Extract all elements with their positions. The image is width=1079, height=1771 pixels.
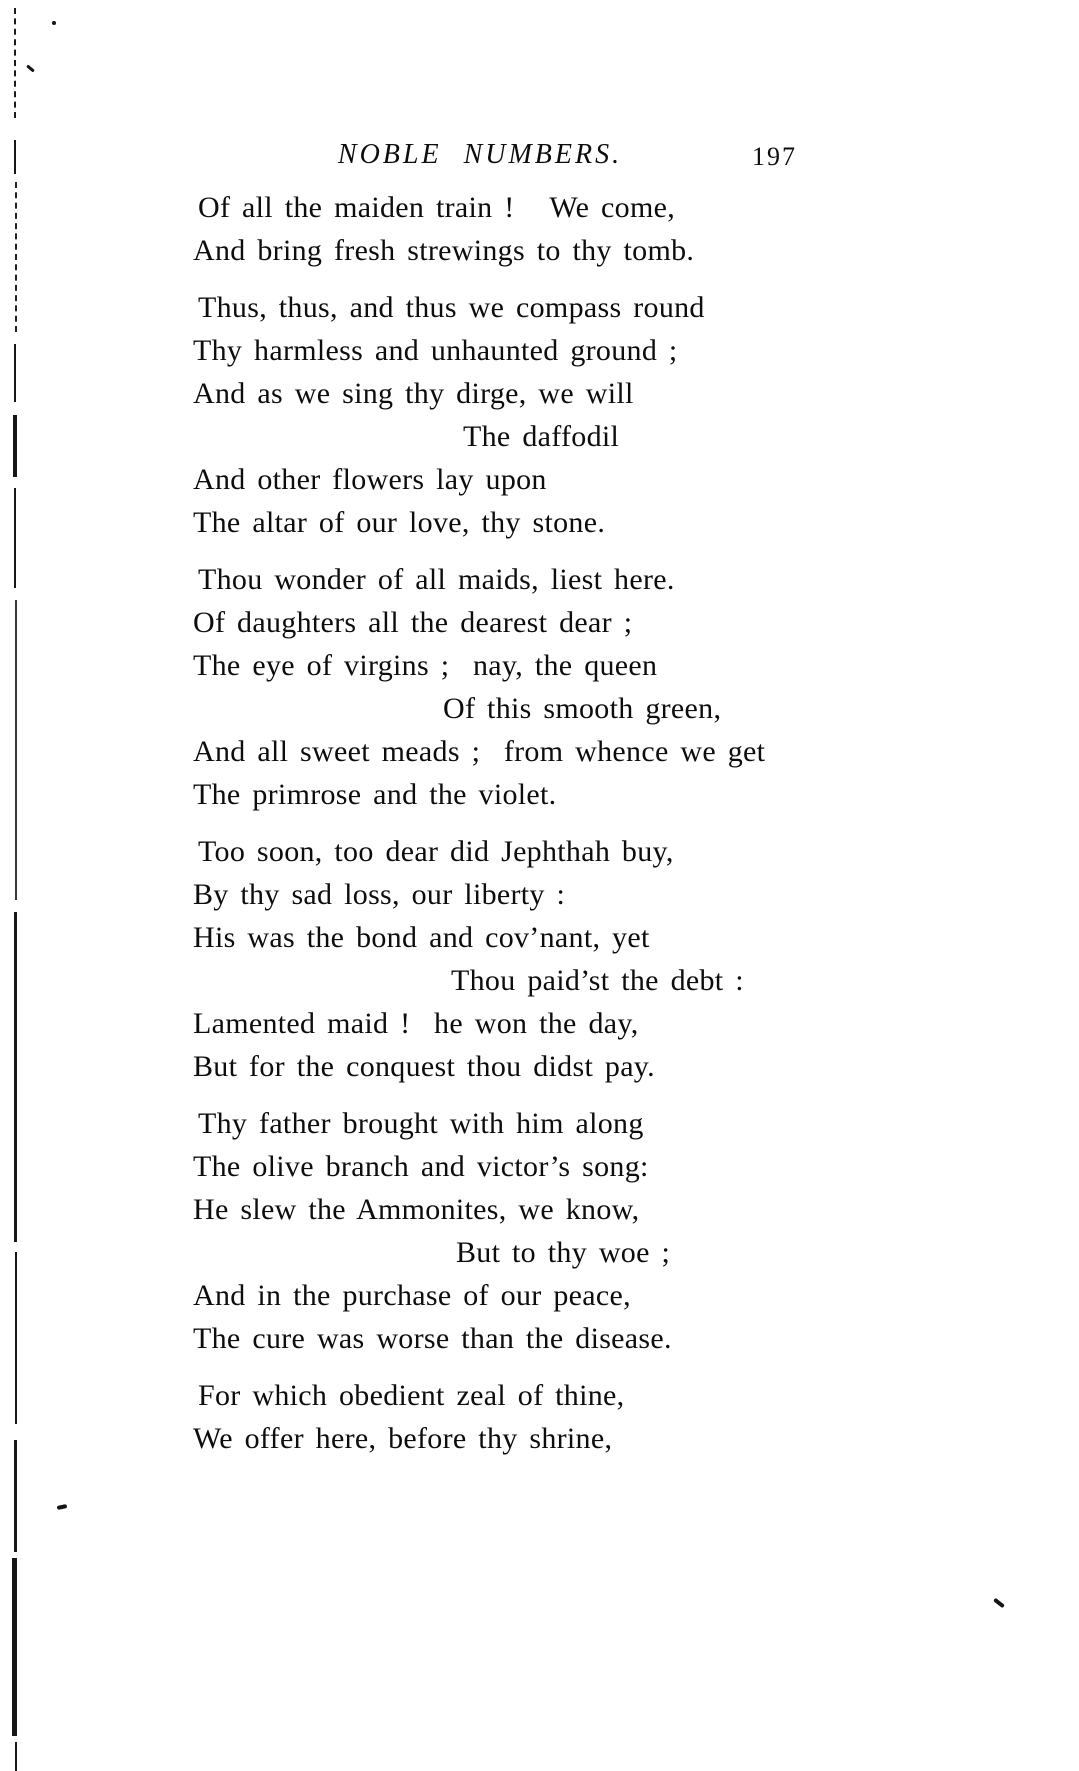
stanza bbox=[193, 830, 913, 1088]
stanza bbox=[193, 1102, 913, 1360]
poem-line: The olive branch and victor’s song: bbox=[193, 1150, 649, 1183]
page-number: 197 bbox=[752, 142, 797, 171]
poem-line: Thus, thus, and thus we compass round bbox=[198, 291, 705, 324]
poem-line: Thy harmless and unhaunted ground ; bbox=[193, 334, 678, 367]
ink-speck-artifact bbox=[52, 21, 56, 25]
poem-line: Too soon, too dear did Jephthah buy, bbox=[198, 835, 674, 868]
scan-edge-line-artifact bbox=[15, 1252, 17, 1424]
scan-edge-line-artifact bbox=[14, 344, 16, 402]
poem-line: Thou paid’st the debt : bbox=[451, 964, 744, 997]
stanza bbox=[193, 186, 913, 272]
poem-line: For which obedient zeal of thine, bbox=[198, 1379, 625, 1412]
scan-edge-line-artifact bbox=[15, 182, 17, 332]
poem-line: He slew the Ammonites, we know, bbox=[193, 1193, 640, 1226]
poem-line: Lamented maid ! he won the day, bbox=[193, 1007, 639, 1040]
poem-line: And other flowers lay upon bbox=[193, 463, 547, 496]
poem-line: And as we sing thy dirge, we will bbox=[193, 377, 634, 410]
scan-edge-line-artifact bbox=[14, 8, 16, 118]
scan-edge-line-artifact bbox=[14, 912, 17, 1242]
poem-line: Thy father brought with him along bbox=[198, 1107, 644, 1140]
ink-speck-artifact bbox=[26, 64, 35, 72]
poem-line: But to thy woe ; bbox=[456, 1236, 671, 1269]
poem-line: The cure was worse than the disease. bbox=[193, 1322, 672, 1355]
poem-line: The daffodil bbox=[463, 420, 620, 453]
stanza bbox=[193, 558, 913, 816]
running-header-title: NOBLE NUMBERS. bbox=[337, 139, 623, 170]
poem bbox=[193, 186, 913, 1474]
poem-line: The primrose and the violet. bbox=[193, 778, 557, 811]
poem-line: Of this smooth green, bbox=[443, 692, 722, 725]
scan-edge-line-artifact bbox=[14, 488, 16, 588]
ink-speck-artifact bbox=[993, 1598, 1005, 1609]
poem-line: We offer here, before thy shrine, bbox=[193, 1422, 613, 1455]
poem-line: But for the conquest thou didst pay. bbox=[193, 1050, 655, 1083]
poem-line: And all sweet meads ; from whence we get bbox=[193, 735, 766, 768]
poem-line: Of all the maiden train ! We come, bbox=[198, 191, 676, 224]
scan-edge-line-artifact bbox=[14, 1440, 17, 1552]
scan-edge-line-artifact bbox=[15, 600, 17, 900]
scan-edge-line-artifact bbox=[13, 415, 17, 477]
stanza bbox=[193, 286, 913, 544]
poem-line: The altar of our love, thy stone. bbox=[193, 506, 606, 539]
poem-line: By thy sad loss, our liberty : bbox=[193, 878, 566, 911]
poem-line: And in the purchase of our peace, bbox=[193, 1279, 631, 1312]
scan-edge-line-artifact bbox=[14, 140, 16, 174]
stanza bbox=[193, 1374, 913, 1460]
poem-line: His was the bond and cov’nant, yet bbox=[193, 921, 650, 954]
scan-edge-line-artifact bbox=[15, 1742, 17, 1771]
poem-line: Thou wonder of all maids, liest here. bbox=[198, 563, 675, 596]
ink-speck-artifact bbox=[57, 1504, 68, 1510]
scan-edge-line-artifact bbox=[12, 1558, 17, 1736]
poem-line: And bring fresh strewings to thy tomb. bbox=[193, 234, 695, 267]
poem-line: Of daughters all the dearest dear ; bbox=[193, 606, 633, 639]
poem-line: The eye of virgins ; nay, the queen bbox=[193, 649, 658, 682]
